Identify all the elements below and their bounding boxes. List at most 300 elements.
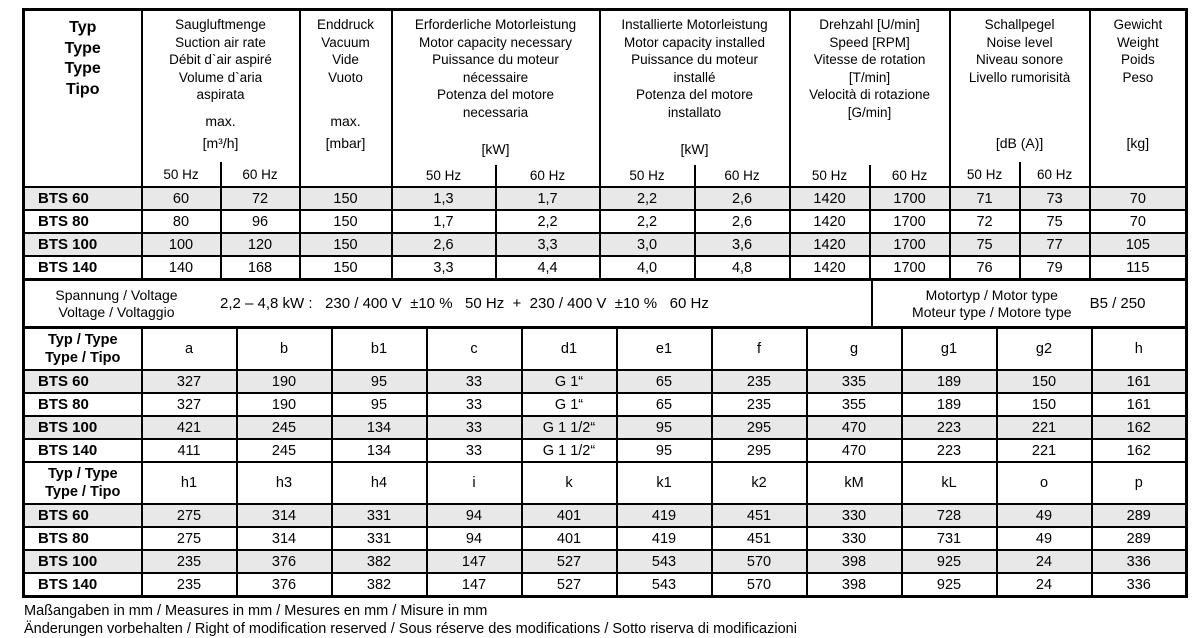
dim-value: 330 (807, 527, 902, 550)
dim-letter: f (712, 328, 807, 371)
header-line: [G/min] (791, 104, 949, 122)
row-label: BTS 80 (24, 393, 142, 416)
spec-value: 168 (221, 256, 300, 280)
dim-value: 33 (427, 393, 522, 416)
dim-value: 570 (712, 550, 807, 573)
spec-value: 105 (1090, 233, 1187, 256)
dim-value: 95 (332, 370, 427, 393)
spec-value: 79 (1020, 256, 1090, 280)
spec-value: 1420 (790, 233, 870, 256)
spec-value: 1420 (790, 187, 870, 210)
header-line: Schallpegel (951, 16, 1089, 34)
max-label (393, 121, 599, 141)
column-header-noise-level (950, 10, 1090, 188)
column-header-motor-capacity-necessary (392, 10, 600, 188)
header-title-lines (791, 11, 949, 121)
dim-value: 336 (1092, 573, 1187, 597)
dim-value: 411 (142, 439, 237, 462)
row-label: BTS 100 (24, 233, 142, 256)
header-group-content (393, 11, 599, 186)
unit-label: [kW] (393, 141, 599, 165)
header-line: Puissance du moteur (393, 51, 599, 69)
dim-value: 24 (997, 550, 1092, 573)
dim-letter: k1 (617, 462, 712, 504)
unit-label: [kg] (1091, 135, 1186, 162)
header-line: [T/min] (791, 69, 949, 87)
header-group-content (143, 11, 299, 186)
note-measures: Maßangaben in mm / Measures in mm / Mesures en mm / Misure in mm (24, 603, 1185, 621)
dim-value: 314 (237, 527, 332, 550)
dim-header-row (24, 328, 1187, 371)
header-line: Type (25, 59, 141, 80)
header-line: Installierte Motorleistung (601, 16, 789, 34)
spec-value: 3,3 (496, 233, 600, 256)
max-label: max. (143, 113, 299, 135)
dim-value: 451 (712, 527, 807, 550)
dim-value: 398 (807, 550, 902, 573)
dim-letter: a (142, 328, 237, 371)
header-group-content (951, 11, 1089, 186)
header-title-lines (25, 11, 141, 100)
dim-letter: k2 (712, 462, 807, 504)
corner-line: Type / Tipo (25, 483, 141, 501)
hz-label: 50 Hz (951, 162, 1019, 186)
dim-value: 527 (522, 550, 617, 573)
dim-value: G 1“ (522, 370, 617, 393)
hz-label: 60 Hz (694, 165, 789, 186)
dim-letter: o (997, 462, 1092, 504)
dim-row (24, 370, 1187, 393)
dim-value: 223 (902, 416, 997, 439)
dim-value: 65 (617, 393, 712, 416)
header-line: Erforderliche Motorleistung (393, 16, 599, 34)
dim-value: 33 (427, 370, 522, 393)
spec-value: 100 (142, 233, 221, 256)
dim-table-body (24, 328, 1187, 597)
header-line: Enddruck (301, 16, 391, 34)
header-line: Suction air rate (143, 34, 299, 52)
max-label: max. (301, 113, 391, 135)
max-label (1091, 113, 1186, 135)
header-line: Vuoto (301, 69, 391, 87)
dim-letter: h (1092, 328, 1187, 371)
dim-value: 398 (807, 573, 902, 597)
spec-value: 76 (950, 256, 1020, 280)
unit-label (25, 135, 141, 162)
dim-value: 94 (427, 504, 522, 527)
dim-value: 331 (332, 527, 427, 550)
dim-value: 421 (142, 416, 237, 439)
header-line: Potenza del motore (601, 86, 789, 104)
spec-value: 70 (1090, 187, 1187, 210)
dim-value: 150 (997, 393, 1092, 416)
dim-letter: h1 (142, 462, 237, 504)
corner-line: Typ / Type (25, 331, 141, 349)
header-line: Peso (1091, 69, 1186, 87)
spacer (301, 86, 391, 113)
dim-value: 275 (142, 504, 237, 527)
dim-value: 336 (1092, 550, 1187, 573)
motor-type-label (912, 287, 1072, 321)
row-label: BTS 60 (24, 504, 142, 527)
header-line: Typ (25, 18, 141, 39)
dim-value: 401 (522, 504, 617, 527)
dim-value: 221 (997, 439, 1092, 462)
voltage-label-line: Spannung / Voltage (39, 287, 194, 304)
header-title-lines (301, 11, 391, 86)
spec-value: 3,0 (600, 233, 695, 256)
dim-letter: kL (902, 462, 997, 504)
dim-value: 331 (332, 504, 427, 527)
header-group-content (301, 11, 391, 186)
dim-header-row (24, 462, 1187, 504)
column-header-weight (1090, 10, 1187, 188)
spec-value: 3,6 (695, 233, 790, 256)
hz-label: 60 Hz (869, 165, 949, 186)
dim-value: 543 (617, 573, 712, 597)
dim-value: G 1 1/2“ (522, 439, 617, 462)
dim-value: G 1“ (522, 393, 617, 416)
column-header-motor-capacity-installed (600, 10, 790, 188)
dim-letter: e1 (617, 328, 712, 371)
row-label: BTS 140 (24, 573, 142, 597)
header-title-lines (393, 11, 599, 121)
spec-value: 140 (142, 256, 221, 280)
dim-row (24, 416, 1187, 439)
voltage-cell-content (25, 287, 871, 321)
dim-value: 245 (237, 416, 332, 439)
dim-value: 355 (807, 393, 902, 416)
dim-letter: kM (807, 462, 902, 504)
dim-value: 295 (712, 439, 807, 462)
row-label: BTS 60 (24, 187, 142, 210)
spec-value: 2,6 (695, 187, 790, 210)
header-line: Vacuum (301, 34, 391, 52)
row-label: BTS 100 (24, 416, 142, 439)
dim-value: 925 (902, 550, 997, 573)
spec-value: 96 (221, 210, 300, 233)
dim-value: 295 (712, 416, 807, 439)
spec-row (24, 233, 1187, 256)
motor-type-value: B5 / 250 (1090, 295, 1146, 312)
unit-label: [kW] (601, 141, 789, 165)
unit-label: [dB (A)] (951, 135, 1089, 162)
header-line: Velocità di rotazione (791, 86, 949, 104)
hz-label: 50 Hz (601, 165, 694, 186)
header-line: Vitesse de rotation (791, 51, 949, 69)
spec-value: 72 (950, 210, 1020, 233)
dim-value: 162 (1092, 439, 1187, 462)
spec-value: 4,4 (496, 256, 600, 280)
column-header-suction-air-rate (142, 10, 300, 188)
dim-letter: i (427, 462, 522, 504)
dim-value: 49 (997, 504, 1092, 527)
header-group-content (791, 11, 949, 186)
spec-row (24, 210, 1187, 233)
dim-value: 190 (237, 393, 332, 416)
header-line: Drehzahl [U/min] (791, 16, 949, 34)
corner-line: Typ / Type (25, 465, 141, 483)
dim-value: 527 (522, 573, 617, 597)
dim-letter: b1 (332, 328, 427, 371)
spec-value: 60 (142, 187, 221, 210)
header-line: Gewicht (1091, 16, 1186, 34)
dimension-table (22, 326, 1188, 598)
motor-type-content (873, 287, 1186, 321)
dim-value: 95 (617, 416, 712, 439)
max-label (951, 113, 1089, 135)
dim-letter: h3 (237, 462, 332, 504)
spec-value: 70 (1090, 210, 1187, 233)
dim-value: 470 (807, 416, 902, 439)
dim-value: 33 (427, 416, 522, 439)
dim-value: 376 (237, 573, 332, 597)
header-group-content (25, 11, 141, 186)
header-title-lines (143, 11, 299, 104)
dim-value: 330 (807, 504, 902, 527)
dim-letter: p (1092, 462, 1187, 504)
dim-value: 190 (237, 370, 332, 393)
spec-value: 1700 (870, 210, 950, 233)
dim-value: 65 (617, 370, 712, 393)
row-label: BTS 80 (24, 210, 142, 233)
unit-label (791, 141, 949, 165)
spec-value: 3,3 (392, 256, 496, 280)
dim-value: 382 (332, 550, 427, 573)
spec-value: 150 (300, 187, 392, 210)
dim-value: 94 (427, 527, 522, 550)
hz-label: 60 Hz (495, 165, 599, 186)
header-line: Type (25, 39, 141, 60)
max-label (791, 121, 949, 141)
dim-value: 49 (997, 527, 1092, 550)
header-line: Noise level (951, 34, 1089, 52)
voltage-label-line: Voltage / Voltaggio (39, 304, 194, 321)
spacer (25, 100, 141, 113)
spec-value: 71 (950, 187, 1020, 210)
hz-label: 50 Hz (791, 165, 869, 186)
row-label: BTS 60 (24, 370, 142, 393)
dim-corner (24, 328, 142, 371)
dim-value: 731 (902, 527, 997, 550)
header-line: installato (601, 104, 789, 122)
voltage-label (39, 287, 194, 321)
spec-table-body (24, 187, 1187, 280)
hz-label: 50 Hz (393, 165, 495, 186)
dim-letter: c (427, 328, 522, 371)
dim-value: 289 (1092, 527, 1187, 550)
unit-label: [mbar] (301, 135, 391, 162)
unit-label: [m³/h] (143, 135, 299, 162)
spacer (951, 86, 1089, 113)
hz-row (393, 165, 599, 186)
voltage-spec-text: 2,2 – 4,8 kW : 230 / 400 V ±10 % 50 Hz + 230 / 400 V ±10 % 60 Hz (220, 295, 709, 312)
spec-value: 75 (1020, 210, 1090, 233)
header-line: Volume d`aria (143, 69, 299, 87)
dim-value: 95 (617, 439, 712, 462)
dim-value: 245 (237, 439, 332, 462)
dim-value: 327 (142, 393, 237, 416)
hz-row (1091, 162, 1186, 186)
dim-letter: k (522, 462, 617, 504)
column-header-typ (24, 10, 142, 188)
dim-value: 419 (617, 504, 712, 527)
spec-row (24, 187, 1187, 210)
spec-value: 2,6 (695, 210, 790, 233)
spec-value: 4,8 (695, 256, 790, 280)
dim-value: 235 (142, 573, 237, 597)
dim-value: 147 (427, 573, 522, 597)
header-line: Livello rumorisità (951, 69, 1089, 87)
dim-row (24, 527, 1187, 550)
dim-value: 419 (617, 527, 712, 550)
header-line: Tipo (25, 80, 141, 101)
motor-type-cell (872, 280, 1187, 328)
spec-header-row (24, 10, 1187, 188)
spec-value: 75 (950, 233, 1020, 256)
dim-row (24, 550, 1187, 573)
dim-value: 221 (997, 416, 1092, 439)
spec-value: 2,2 (600, 187, 695, 210)
motor-type-label-line: Moteur type / Motore type (912, 304, 1072, 321)
header-line: Niveau sonore (951, 51, 1089, 69)
spec-value: 2,2 (496, 210, 600, 233)
spec-value: 1420 (790, 210, 870, 233)
dim-value: 223 (902, 439, 997, 462)
header-line: installé (601, 69, 789, 87)
spec-value: 77 (1020, 233, 1090, 256)
dim-value: 189 (902, 370, 997, 393)
spec-value: 1700 (870, 233, 950, 256)
header-line: Poids (1091, 51, 1186, 69)
header-line: Saugluftmenge (143, 16, 299, 34)
dim-row (24, 573, 1187, 597)
header-line: Vide (301, 51, 391, 69)
note-modification: Änderungen vorbehalten / Right of modification reserved / Sous réserve des modifications / Sotto riserva di modificazioni (24, 621, 1185, 638)
hz-row (301, 162, 391, 186)
dim-value: 150 (997, 370, 1092, 393)
spec-value: 72 (221, 187, 300, 210)
footer-notes (22, 603, 1185, 638)
dim-value: 33 (427, 439, 522, 462)
spec-value: 1700 (870, 187, 950, 210)
dim-value: 147 (427, 550, 522, 573)
spacer (143, 104, 299, 114)
header-line: Débit d`air aspiré (143, 51, 299, 69)
hz-row (25, 162, 141, 186)
hz-row (791, 165, 949, 186)
spec-value: 120 (221, 233, 300, 256)
column-header-vacuum (300, 10, 392, 188)
dim-value: 161 (1092, 370, 1187, 393)
dim-value: 235 (142, 550, 237, 573)
spec-value: 2,6 (392, 233, 496, 256)
header-line: Motor capacity necessary (393, 34, 599, 52)
header-group-content (601, 11, 789, 186)
header-line: Puissance du moteur (601, 51, 789, 69)
dim-corner (24, 462, 142, 504)
spec-row (24, 256, 1187, 280)
hz-row (143, 162, 299, 186)
dim-letter: d1 (522, 328, 617, 371)
row-label: BTS 140 (24, 439, 142, 462)
voltage-table (22, 278, 1188, 329)
dim-value: 570 (712, 573, 807, 597)
dim-value: 327 (142, 370, 237, 393)
row-label: BTS 100 (24, 550, 142, 573)
dim-value: 134 (332, 416, 427, 439)
dim-value: 543 (617, 550, 712, 573)
header-title-lines (601, 11, 789, 121)
voltage-row (24, 280, 1187, 328)
max-label (601, 121, 789, 141)
hz-label: 60 Hz (220, 162, 299, 186)
spec-value: 1420 (790, 256, 870, 280)
motor-type-label-line: Motortyp / Motor type (912, 287, 1072, 304)
dim-value: 24 (997, 573, 1092, 597)
spec-table (22, 8, 1188, 281)
dim-letter: h4 (332, 462, 427, 504)
spec-value: 150 (300, 210, 392, 233)
header-line: Motor capacity installed (601, 34, 789, 52)
dim-value: 95 (332, 393, 427, 416)
spec-value: 4,0 (600, 256, 695, 280)
dim-letter: g (807, 328, 902, 371)
hz-row (601, 165, 789, 186)
dim-value: 925 (902, 573, 997, 597)
row-label: BTS 80 (24, 527, 142, 550)
dim-value: 162 (1092, 416, 1187, 439)
hz-label: 60 Hz (1019, 162, 1089, 186)
column-header-speed (790, 10, 950, 188)
spec-value: 115 (1090, 256, 1187, 280)
header-line: necessaria (393, 104, 599, 122)
dim-letter: g2 (997, 328, 1092, 371)
spec-value: 150 (300, 233, 392, 256)
dim-value: 470 (807, 439, 902, 462)
spec-value: 2,2 (600, 210, 695, 233)
dim-value: 382 (332, 573, 427, 597)
datasheet-page (22, 8, 1185, 638)
dim-value: 451 (712, 504, 807, 527)
dim-value: 161 (1092, 393, 1187, 416)
dim-value: 235 (712, 393, 807, 416)
dim-value: 289 (1092, 504, 1187, 527)
voltage-cell (24, 280, 872, 328)
dim-letter: b (237, 328, 332, 371)
header-title-lines (951, 11, 1089, 86)
dim-value: 314 (237, 504, 332, 527)
row-label: BTS 140 (24, 256, 142, 280)
corner-line: Type / Tipo (25, 349, 141, 367)
header-line: Potenza del motore (393, 86, 599, 104)
spec-value: 1,7 (392, 210, 496, 233)
header-title-lines (1091, 11, 1186, 86)
spec-value: 1,3 (392, 187, 496, 210)
dim-value: G 1 1/2“ (522, 416, 617, 439)
spec-value: 150 (300, 256, 392, 280)
dim-row (24, 439, 1187, 462)
max-label (25, 113, 141, 135)
dim-value: 401 (522, 527, 617, 550)
dim-value: 275 (142, 527, 237, 550)
spec-value: 1700 (870, 256, 950, 280)
dim-value: 335 (807, 370, 902, 393)
dim-value: 728 (902, 504, 997, 527)
spec-value: 80 (142, 210, 221, 233)
header-line: nécessaire (393, 69, 599, 87)
hz-row (951, 162, 1089, 186)
